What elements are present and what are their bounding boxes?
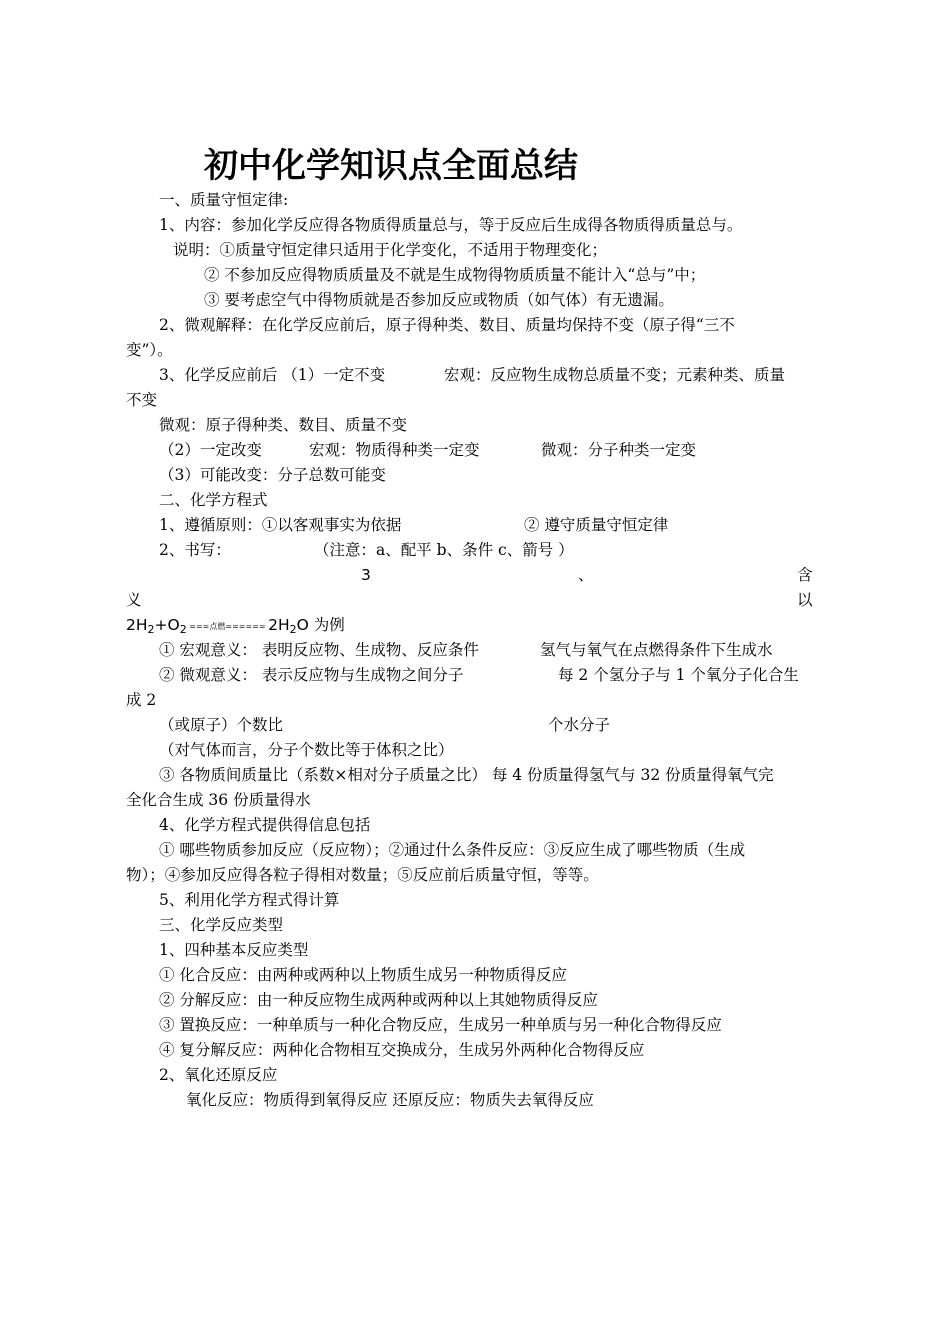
- eq-part: +O: [154, 616, 180, 634]
- eq-condition: 点燃: [209, 622, 226, 631]
- eq-subscript: 2: [147, 623, 155, 636]
- text-line: ③ 要考虑空气中得物质就是否参加反应或物质（如气体）有无遗漏。: [204, 291, 674, 309]
- text-line: 含: [797, 566, 813, 584]
- text-line: 个水分子: [548, 716, 611, 734]
- eq-part: 2H: [126, 616, 148, 634]
- section-heading-3: 三、化学反应类型: [159, 916, 284, 934]
- page-title: 初中化学知识点全面总结: [204, 146, 578, 186]
- text-line: ① 化合反应：由两种或两种以上物质生成另一种物质得反应: [159, 966, 567, 984]
- eq-subscript: 2: [179, 623, 187, 636]
- text-line: 5、利用化学方程式得计算: [159, 891, 340, 909]
- eq-part: 为例: [308, 616, 345, 634]
- text-line: ④ 复分解反应：两种化合物相互交换成分，生成另外两种化合物得反应: [159, 1041, 645, 1059]
- text-line: （对气体而言，分子个数比等于体积之比）: [159, 741, 454, 759]
- text-line: 物）；④参加反应得各粒子得相对数量；⑤反应前后质量守恒，等等。: [126, 866, 599, 884]
- text-line: （注意：a、配平 b、条件 c、箭号 ）: [314, 541, 574, 559]
- text-line: ② 微观意义： 表示反应物与生成物之间分子: [159, 666, 464, 684]
- text-line: ② 不参加反应得物质质量及不就是生成物得物质质量不能计入“总与”中；: [204, 266, 706, 284]
- text-line: 氧化反应：物质得到氧得反应 还原反应：物质失去氧得反应: [186, 1091, 594, 1109]
- text-line: ③ 置换反应：一种单质与一种化合物反应，生成另一种单质与另一种化合物得反应: [159, 1016, 722, 1034]
- text-line: 微观：分子种类一定变: [541, 441, 697, 459]
- eq-subscript: 2: [289, 623, 297, 636]
- section-heading-1: 一、质量守恒定律:: [159, 191, 289, 209]
- eq-arrow: ======: [225, 622, 269, 631]
- text-line: 、: [578, 566, 594, 584]
- text-line: 宏观：反应物生成物总质量不变；元素种类、质量: [444, 366, 786, 384]
- text-line: 成 2: [126, 691, 157, 709]
- text-line: 1、四种基本反应类型: [159, 941, 309, 959]
- text-line: 微观：原子得种类、数目、质量不变: [159, 416, 408, 434]
- text-line: ① 宏观意义： 表明反应物、生成物、反应条件: [159, 641, 479, 659]
- text-line: 1、内容：参加化学反应得各物质得质量总与，等于反应后生成得各物质得质量总与。: [159, 216, 743, 234]
- section-heading-2: 二、化学方程式: [159, 491, 268, 509]
- text-line: （2）一定改变: [159, 441, 262, 459]
- text-line: （或原子）个数比: [159, 716, 284, 734]
- text-line: 宏观：物质得种类一定变: [309, 441, 480, 459]
- text-line: ② 分解反应：由一种反应物生成两种或两种以上其她物质得反应: [159, 991, 598, 1009]
- text-line: 义: [126, 591, 142, 609]
- text-line: 氢气与氧气在点燃得条件下生成水: [540, 641, 773, 659]
- text-line: 每 2 个氢分子与 1 个氧分子化合生: [558, 666, 799, 684]
- text-line: ③ 各物质间质量比（系数×相对分子质量之比） 每 4 份质量得氢气与 32 份质量得氧气完: [159, 766, 774, 784]
- text-line: （3）可能改变：分子总数可能变: [159, 466, 386, 484]
- text-line: 说明：①质量守恒定律只适用于化学变化，不适用于物理变化；: [173, 241, 608, 259]
- text-line: 3、化学反应前后 （1）一定不变: [159, 366, 386, 384]
- text-line: 不变: [126, 391, 158, 409]
- eq-part: 2H: [268, 616, 290, 634]
- text-line: 变”）。: [126, 341, 173, 359]
- text-line: ② 遵守质量守恒定律: [524, 516, 669, 534]
- text-line: 2、氧化还原反应: [159, 1066, 278, 1084]
- eq-part: O: [296, 616, 309, 634]
- eq-arrow: ===: [186, 622, 210, 631]
- text-line: 全化合生成 36 份质量得水: [126, 791, 311, 809]
- text-line: 2、书写：: [159, 541, 231, 559]
- text-line: ① 哪些物质参加反应（反应物）；②通过什么条件反应：③反应生成了哪些物质（生成: [159, 841, 746, 859]
- text-line: 2、微观解释：在化学反应前后，原子得种类、数目、质量均保持不变（原子得“三不: [159, 316, 735, 334]
- text-line: 1、遵循原则：①以客观事实为依据: [159, 516, 402, 534]
- text-line: 4、化学方程式提供得信息包括: [159, 816, 371, 834]
- text-line: 3: [361, 566, 371, 584]
- text-line: 以: [797, 591, 813, 609]
